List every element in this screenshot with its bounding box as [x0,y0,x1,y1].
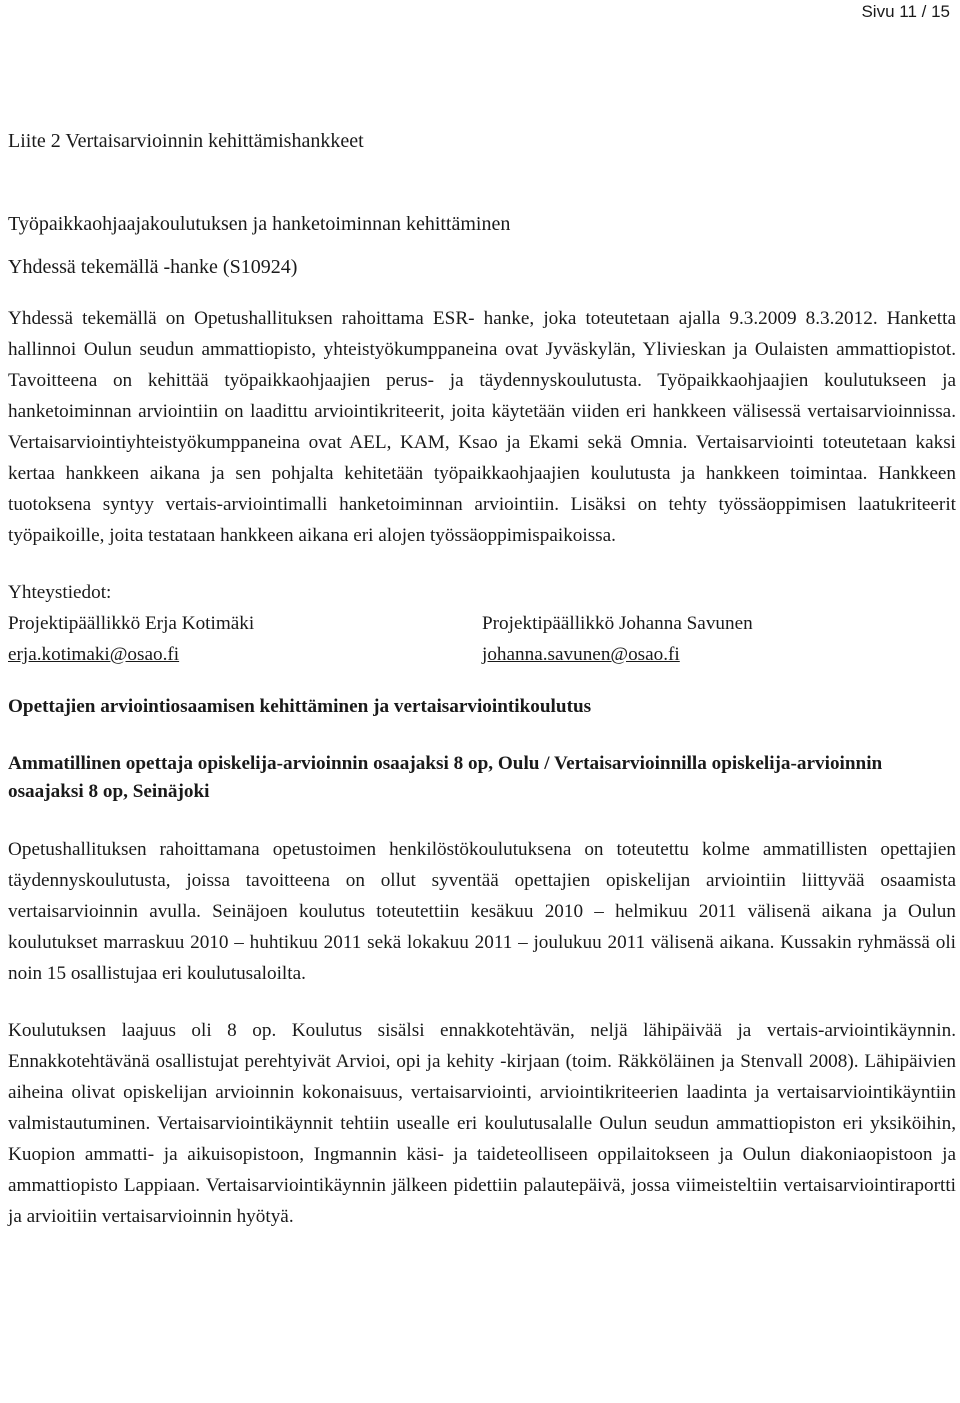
section2-subtitle: Ammatillinen opettaja opiskelija-arvioinnin osaajaksi 8 op, Oulu / Vertaisarvioinnilla opiskelija-arvioinnin osaajaksi 8 op, Seinäjoki [8,753,883,802]
appendix-title: Liite 2 Vertaisarvioinnin kehittämishankkeet [8,130,364,152]
page-number: Sivu 11 / 15 [861,2,950,21]
contact-savunen [482,608,956,670]
contact-name: Projektipäällikkö Johanna Savunen [482,613,753,634]
section1-subtitle: Yhdessä tekemällä -hanke (S10924) [8,256,298,278]
section1-title: Työpaikkaohjaajakoulutuksen ja hanketoiminnan kehittäminen [8,213,511,235]
section2-paragraph-2: Koulutuksen laajuus oli 8 op. Koulutus sisälsi ennakkotehtävän, neljä lähipäivää ja vertais-arviointikäynnin. Ennakkotehtävänä osallistujat perehtyivät Arvioi, opi ja kehity -kirjaan (toim. Räkköläinen ja Stenvall 2008). Lähipäivien aiheina olivat opiskelijan arvioinnin kokonaisuus, vertaisarviointi, arviointikriteerien laadinta ja vertaisarviointikäyntiin valmistautuminen. Vertaisarviointikäynnit tehtiin usealle eri koulutusalalle Oulun seudun ammattiopiston eri yksiköihin, Kuopion ammatti- ja aikuisopistoon, Ingmannin käsi- ja taideteolliseen oppilaitokseen ja Oulun diakoniaopistoon ja ammattiopisto Lappiaan. Vertaisarviointikäynnin jälkeen pidettiin palautepäivä, jossa viimeisteltiin vertaisarviointiraportti ja arvioitiin vertaisarvioinnin hyötyä. [8,1020,956,1227]
document-body [8,130,956,1258]
section2-paragraph-1: Opetushallituksen rahoittamana opetustoimen henkilöstökoulutuksena on toteutettu kolme ammatillisten opettajien täydennyskoulutusta, joissa tavoitteena on ollut syventää opettajien opiskelijan arviointiin liittyvää osaamista vertaisarvioinnin avulla. Seinäjoen koulutus toteutettiin kesäkuu 2010 – helmikuu 2011 välisenä aikana ja Oulun koulutukset marraskuu 2010 – huhtikuu 2011 sekä lokakuu 2011 – joulukuu 2011 välisenä aikana. Kussakin ryhmässä oli noin 15 osallistujaa eri koulutusaloilta. [8,839,956,984]
contacts [8,608,956,670]
contact-email-link[interactable]: erja.kotimaki@osao.fi [8,644,180,665]
contact-kotimaki [8,608,482,670]
section2-title: Opettajien arviointiosaamisen kehittäminen ja vertaisarviointikoulutus [8,696,592,717]
contacts-label: Yhteystiedot: [8,582,112,603]
contact-email-link[interactable]: johanna.savunen@osao.fi [482,644,680,665]
section1-paragraph: Yhdessä tekemällä on Opetushallituksen rahoittama ESR- hanke, joka toteutetaan ajalla 9.3.2009 8.3.2012. Hanketta hallinnoi Oulun seudun ammattiopisto, yhteistyökumppaneina ovat Jyväskylän, Ylivieskan ja Oulaisten ammattiopistot. Tavoitteena on kehittää työpaikkaohjaajien perus- ja täydennyskoulutusta. Työpaikkaohjaajien koulutukseen ja hanketoiminnan arviointiin on laadittu arviointikriteerit, joita käytetään viiden eri hankkeen välisessä vertaisarvioinnissa. Vertaisarviointiyhteistyökumppaneina ovat AEL, KAM, Ksao ja Ekami sekä Omnia. Vertaisarviointi toteutetaan kaksi kertaa hankkeen aikana ja sen pohjalta kehitetään työpaikkaohjaajien koulutusta ja hankkeen toimintaa. Hankkeen tuotoksena syntyy vertais-arviointimalli hanketoiminnan arviointiin. Lisäksi on tehty työssäoppimisen laatukriteerit työpaikoille, joita testataan hankkeen aikana eri alojen työssäoppimispaikoissa. [8,308,956,546]
contact-name: Projektipäällikkö Erja Kotimäki [8,613,255,634]
